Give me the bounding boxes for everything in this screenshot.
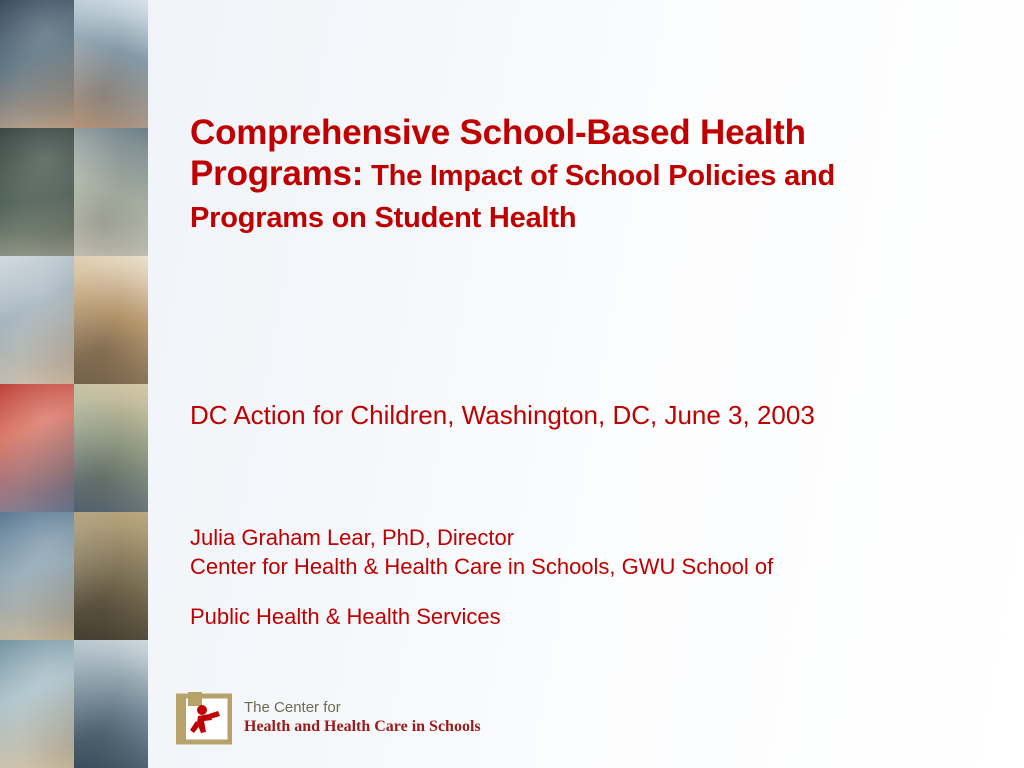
- presenter-affiliation-cont: Public Health & Health Services: [190, 604, 501, 630]
- photo-panel-right: [74, 0, 148, 128]
- slide-title-sub: The Impact of School Policies and Programs on Student Health: [190, 160, 836, 234]
- photo-panel-right: [74, 128, 148, 256]
- photo-panel-right: [74, 384, 148, 512]
- event-line: DC Action for Children, Washington, DC, June 3, 2003: [190, 400, 815, 430]
- photo-panel-left: [0, 640, 74, 768]
- photo-panel-right: [74, 256, 148, 384]
- photo-classroom: [0, 512, 148, 640]
- photo-panel-left: [0, 256, 74, 384]
- photo-panel-left: [0, 384, 74, 512]
- photo-panel-right: [74, 512, 148, 640]
- photo-panel-right: [74, 640, 148, 768]
- slide-content: [190, 0, 1000, 768]
- photo-blackboard-boy: [0, 128, 148, 256]
- logo-line-2: Health and Health Care in Schools: [244, 718, 481, 736]
- photo-girl-otoscope: [0, 256, 148, 384]
- photo-child-exam: [0, 640, 148, 768]
- slide-title-main: Comprehensive School-Based Health Programs:: [190, 113, 806, 194]
- photo-doctor-ear-exam: [0, 0, 148, 128]
- presenter-block: [190, 524, 1000, 632]
- photo-children-playing: [0, 384, 148, 512]
- presenter-affiliation: Center for Health & Health Care in Schools, GWU School of: [190, 553, 774, 579]
- photo-panel-left: [0, 512, 74, 640]
- logo-line-1: The Center for: [244, 698, 341, 716]
- logo-text: [244, 698, 481, 738]
- organization-logo: [176, 690, 481, 746]
- photo-panel-left: [0, 128, 74, 256]
- running-figure-logo-icon: [176, 690, 232, 746]
- presenter-name: Julia Graham Lear, PhD, Director: [190, 525, 515, 550]
- slide-title: [190, 112, 970, 236]
- photo-panel-left: [0, 0, 74, 128]
- photo-strip: [0, 0, 148, 768]
